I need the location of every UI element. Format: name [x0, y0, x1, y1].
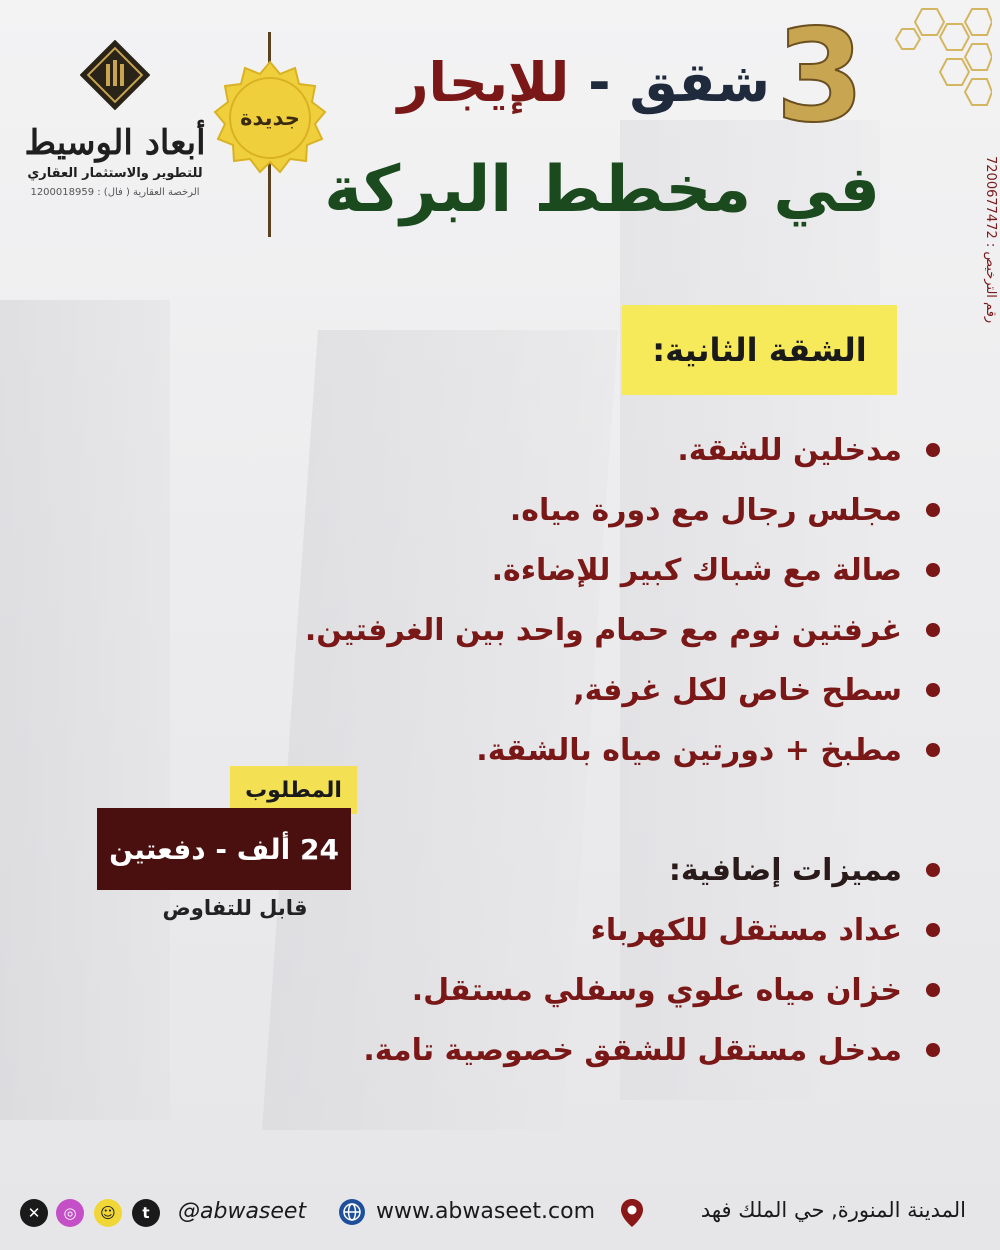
title-location: في مخطط البركة	[324, 153, 880, 227]
price-note: قابل للتفاوض	[162, 896, 308, 920]
list-item: مدخل مستقل للشقق خصوصية تامة.	[220, 1020, 940, 1080]
bullet-icon	[926, 1043, 940, 1057]
instagram-icon[interactable]: ◎	[56, 1199, 84, 1227]
logo-subtitle: للتطوير والاستثمار العقاري	[27, 166, 203, 181]
bullet-icon	[926, 923, 940, 937]
title-for-rent: للإيجار	[397, 51, 570, 114]
globe-icon	[338, 1198, 366, 1226]
tumblr-icon[interactable]: t	[132, 1199, 160, 1227]
list-item: عداد مستقل للكهرباء	[220, 900, 940, 960]
price-value: 24 ألف - دفعتين	[97, 808, 351, 890]
bullet-icon	[926, 563, 940, 577]
title-line-1	[340, 48, 770, 118]
snapchat-icon[interactable]: ☺	[94, 1199, 122, 1227]
list-item: سطح خاص لكل غرفة,	[220, 660, 940, 720]
location-pin-icon	[620, 1198, 644, 1228]
badge-label: جديدة	[240, 106, 300, 130]
title-dash: -	[588, 51, 611, 114]
company-logo	[20, 40, 210, 240]
x-icon[interactable]: ✕	[20, 1199, 48, 1227]
list-item: غرفتين نوم مع حمام واحد بين الغرفتين.	[220, 600, 940, 660]
honeycomb-decoration	[892, 4, 992, 114]
footer-website-link[interactable]: www.abwaseet.com	[376, 1199, 596, 1224]
background-building-left	[0, 300, 170, 1120]
bullet-icon	[926, 983, 940, 997]
footer-social-handle[interactable]: @abwaseet	[178, 1199, 307, 1224]
title-number: 3	[775, 2, 865, 151]
bullet-icon	[926, 683, 940, 697]
footer	[0, 1190, 1000, 1240]
logo-name: أبعاد الوسيط	[24, 123, 206, 163]
footer-address: المدينة المنورة, حي الملك فهد	[700, 1198, 966, 1222]
list-item: صالة مع شباك كبير للإضاءة.	[220, 540, 940, 600]
bullet-icon	[926, 863, 940, 877]
list-item: خزان مياه علوي وسفلي مستقل.	[220, 960, 940, 1020]
list-item: مطبخ + دورتين مياه بالشقة.	[220, 720, 940, 780]
license-number-vertical: رقم الترخيص : 7200677472	[983, 156, 998, 324]
list-item: مجلس رجال مع دورة مياه.	[220, 480, 940, 540]
list-item: مدخلين للشقة.	[220, 420, 940, 480]
logo-emblem-icon	[80, 40, 150, 110]
features-list	[220, 420, 940, 780]
bullet-icon	[926, 443, 940, 457]
bullet-icon	[926, 743, 940, 757]
logo-license: الرخصة العقارية ( فال) : 1200018959	[30, 187, 200, 198]
section-heading: الشقة الثانية:	[622, 305, 897, 395]
bullet-icon	[926, 503, 940, 517]
title-apartments: شقق	[629, 51, 770, 114]
list-item: مميزات إضافية:	[220, 840, 940, 900]
bullet-icon	[926, 623, 940, 637]
price-label: المطلوب	[230, 766, 357, 814]
